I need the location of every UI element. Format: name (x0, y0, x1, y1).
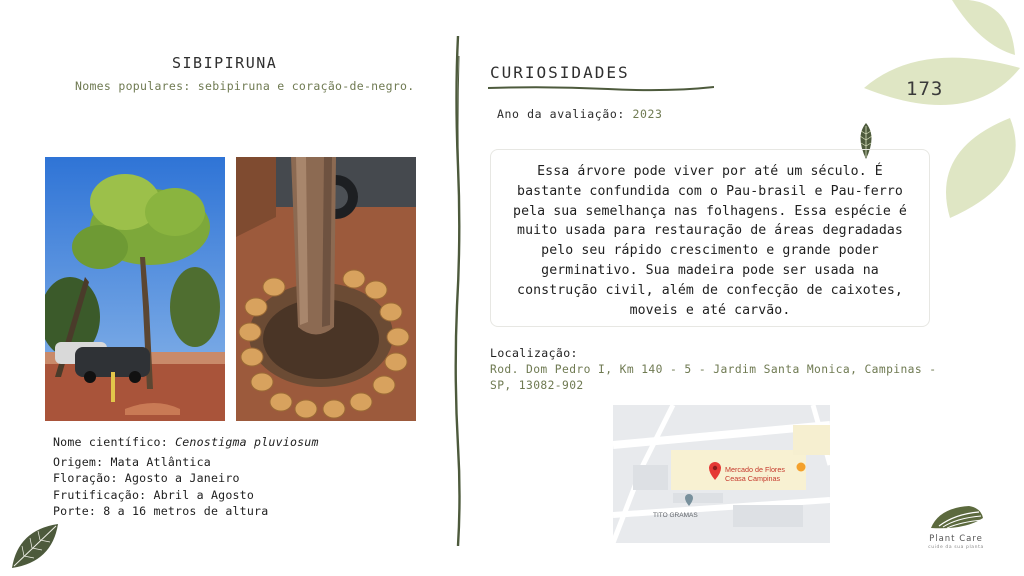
year-label: Ano da avaliação: (497, 107, 633, 121)
map-place-line1: Mercado de Flores (725, 465, 785, 474)
origin: Origem: Mata Atlântica (53, 454, 211, 469)
trunk-photo (236, 157, 416, 421)
curiosities-text: Essa árvore pode viver por até um século. É bastante confundida com o Pau-brasil e Pau-ferro pela sua semelhança nas folhagens. Essa espécie é muito usada para restauração de áreas degradadas pelo seu rápido crescimento e grande poder germinativo. Sua madeira pode ser usada na construção civil, além de confecção de caixotes, moveis e até carvão. (490, 149, 930, 327)
map-place-line2: Ceasa Campinas (725, 474, 781, 483)
curiosities-title: CURIOSIDADES (490, 63, 630, 82)
decorative-leaves (860, 0, 1024, 226)
fruiting: Frutificação: Abril a Agosto (53, 487, 255, 502)
location-address: Rod. Dom Pedro I, Km 140 - 5 - Jardim Santa Monica, Campinas - SP, 13082-902 (490, 363, 937, 392)
flowering: Floração: Agosto a Janeiro (53, 471, 240, 485)
leaf-icon (10, 522, 60, 570)
species-facts (53, 434, 319, 520)
location-map[interactable] (613, 405, 830, 543)
brand-tagline: cuide da sua planta (928, 545, 984, 550)
location-label: Localização: (490, 346, 578, 360)
page-number: 173 (906, 78, 944, 100)
size: Porte: 8 a 16 metros de altura (53, 504, 269, 518)
brand-name: Plant Care (929, 534, 983, 544)
scientific-name-label: Nome científico: (53, 435, 176, 449)
map-poi-icon (797, 463, 806, 472)
column-divider (452, 36, 464, 546)
scientific-name-value: Cenostigma pluviosum (175, 435, 319, 449)
map-poi-label: TITO GRAMAS (653, 512, 698, 519)
title-underline (488, 84, 714, 92)
species-title: SIBIPIRUNA (172, 54, 278, 72)
year-value: 2023 (632, 107, 663, 121)
popular-names: Nomes populares: sebipiruna e coração-de-negro. (75, 79, 415, 93)
tree-photo (45, 157, 225, 421)
evaluation-year (497, 107, 663, 121)
scientific-name (53, 434, 319, 451)
